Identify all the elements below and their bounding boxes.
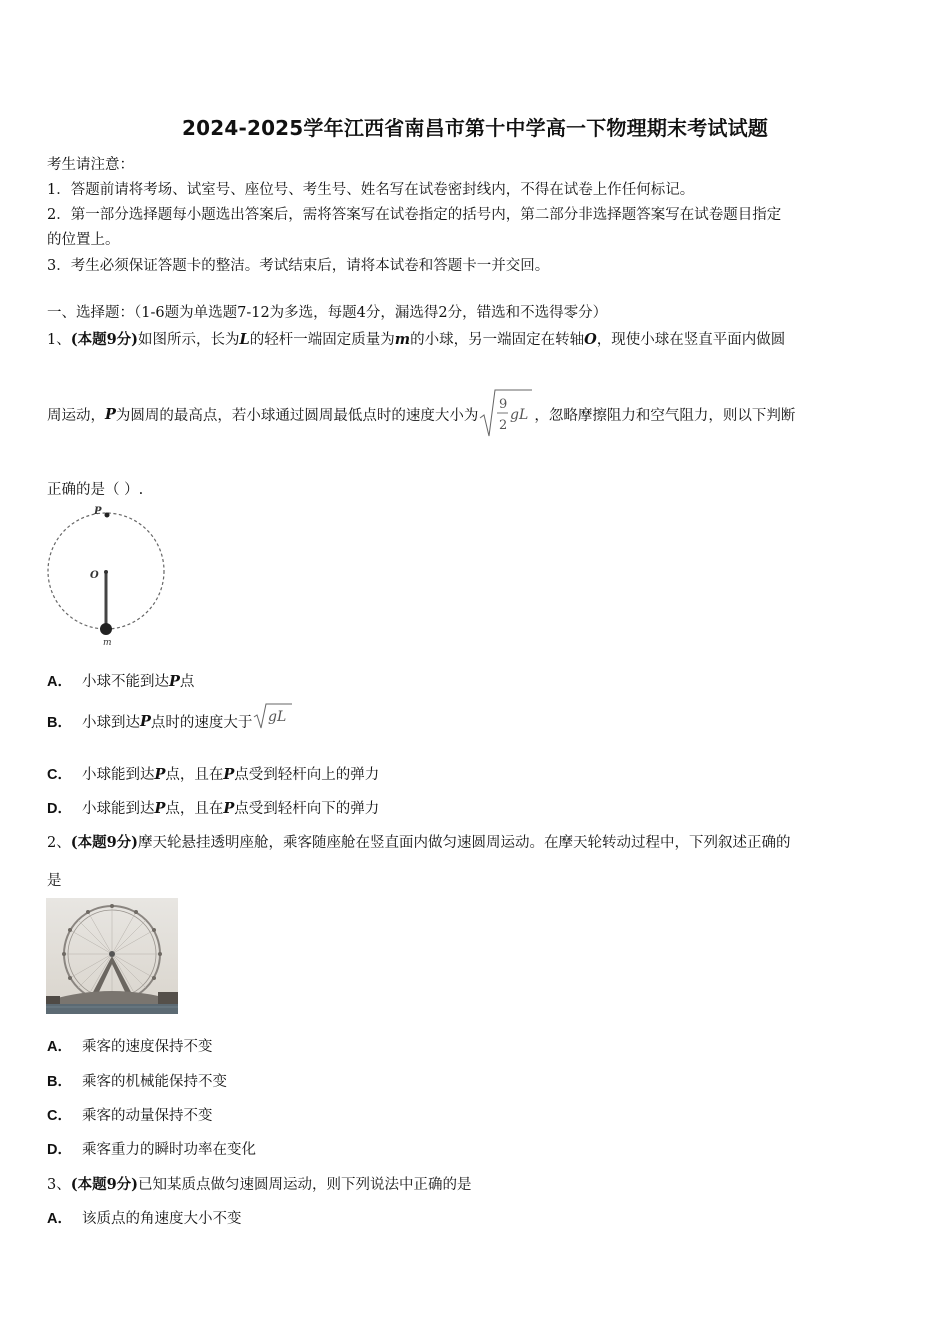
question-1-points: (本题9分): [70, 331, 139, 348]
top-point: [105, 513, 110, 518]
q1-option-a[interactable]: [47, 670, 194, 691]
q1-text: ，现使小球在竖直平面内做圆: [596, 332, 786, 348]
option-text: 小球能到达: [81, 801, 155, 817]
gL-term: gL: [268, 709, 287, 725]
q3-text: 已知某质点做匀速圆周运动，则下列说法中正确的是: [138, 1177, 472, 1193]
q1-text: 如图所示，长为: [138, 332, 240, 348]
question-1-line-3: 正确的是（ ）.: [47, 482, 144, 498]
option-letter: A．: [47, 674, 72, 690]
section-heading: 一、选择题：（1-6题为单选题7-12为多选，每题4分，漏选得2分，错选和不选得零分）: [47, 305, 608, 321]
var-P: P: [154, 800, 166, 817]
question-1-line-1: [47, 328, 785, 349]
q1-text: 周运动，: [47, 407, 105, 424]
q2-option-a[interactable]: [47, 1035, 212, 1056]
question-2-points: (本题9分): [70, 834, 139, 851]
q1-option-d[interactable]: [47, 797, 379, 818]
notice-item-2: 2．第一部分选择题每小题选出答案后，需将答案写在试卷指定的括号内，第二部分非选择题答案写在试卷题目指定: [47, 207, 782, 223]
var-P: P: [139, 712, 151, 730]
q1-text: 为圆周的最高点，若小球通过圆周最低点时的速度大小为: [115, 407, 479, 424]
sqrt-9-2-gL-formula: [478, 388, 534, 440]
var-P: P: [105, 405, 116, 423]
option-letter: D．: [47, 801, 72, 817]
option-text: 乘客的速度保持不变: [81, 1039, 213, 1055]
option-letter: B．: [47, 714, 72, 731]
var-P: P: [168, 673, 180, 690]
option-text: 小球能到达: [81, 767, 155, 783]
rotating-rod-diagram: [44, 502, 169, 647]
q1-text: ，忽略摩擦阻力和空气阻力，则以下判断: [534, 407, 796, 424]
option-text: 小球到达: [81, 714, 140, 731]
q1-text: 的轻杆一端固定质量为: [249, 332, 395, 348]
q2-option-d[interactable]: [47, 1138, 256, 1159]
notice-heading: 考生请注意：: [47, 157, 134, 173]
option-letter: A．: [47, 1039, 72, 1055]
label-m: m: [103, 638, 112, 647]
q2-option-b[interactable]: [47, 1070, 227, 1091]
option-text: 乘客的机械能保持不变: [81, 1074, 227, 1090]
q1-option-c[interactable]: [47, 763, 379, 784]
notice-item-3: 3．考生必须保证答题卡的整洁。考试结束后，请将本试卷和答题卡一并交回。: [47, 258, 550, 274]
option-text: 点受到轻杆向上的弹力: [234, 767, 380, 783]
question-2-line-2: 是: [47, 873, 62, 889]
question-1-number: 1、: [47, 332, 71, 348]
var-L: L: [239, 331, 250, 348]
option-text: 点，且在: [165, 767, 224, 783]
option-text: 点: [179, 674, 195, 690]
var-P: P: [223, 800, 235, 817]
q1-text: 的小球，另一端固定在转轴: [410, 332, 585, 348]
question-3-number: 3、: [47, 1177, 71, 1193]
option-letter: C．: [47, 1108, 72, 1124]
var-O: O: [584, 331, 597, 348]
pivot-point: [104, 570, 108, 574]
question-2-line-1: [47, 831, 791, 852]
option-text: 点时的速度大于: [150, 714, 253, 731]
option-text: 乘客重力的瞬时功率在变化: [81, 1142, 256, 1158]
q2-option-c[interactable]: [47, 1104, 212, 1125]
option-text: 该质点的角速度大小不变: [81, 1211, 242, 1227]
ferris-wheel-photo: [46, 898, 178, 1014]
q2-text: 摩天轮悬挂透明座舱，乘客随座舱在竖直面内做匀速圆周运动。在摩天轮转动过程中，下列叙述正确的: [138, 835, 791, 851]
var-P: P: [223, 766, 235, 783]
option-text: 点，且在: [165, 801, 224, 817]
option-text: 乘客的动量保持不变: [81, 1108, 213, 1124]
q1-option-b[interactable]: [47, 702, 294, 740]
question-2-number: 2、: [47, 835, 71, 851]
var-m: m: [394, 331, 411, 348]
option-text: 小球不能到达: [81, 674, 169, 690]
fraction-numerator: 9: [499, 397, 508, 412]
question-3-points: (本题9分): [70, 1176, 139, 1193]
fraction-denominator: 2: [499, 418, 508, 433]
gL-term: gL: [510, 407, 529, 423]
question-1-line-2: [47, 388, 795, 440]
option-letter: B．: [47, 1074, 72, 1090]
var-P: P: [154, 766, 166, 783]
notice-item-1: 1．答题前请将考场、试室号、座位号、考生号、姓名写在试卷密封线内，不得在试卷上作任何标记。: [47, 182, 695, 198]
label-O: O: [90, 570, 99, 581]
sqrt-gL-formula: [252, 701, 294, 731]
ball: [100, 623, 112, 635]
option-letter: C．: [47, 767, 72, 783]
q3-option-a[interactable]: [47, 1207, 241, 1228]
option-text: 点受到轻杆向下的弹力: [234, 801, 380, 817]
page-title: 2024-2025学年江西省南昌市第十中学高一下物理期末考试试题: [181, 116, 769, 140]
notice-item-2-cont: 的位置上。: [47, 232, 120, 248]
option-letter: D．: [47, 1142, 72, 1158]
label-P: P: [94, 506, 102, 517]
question-3-line-1: [47, 1173, 472, 1194]
option-letter: A．: [47, 1211, 72, 1227]
